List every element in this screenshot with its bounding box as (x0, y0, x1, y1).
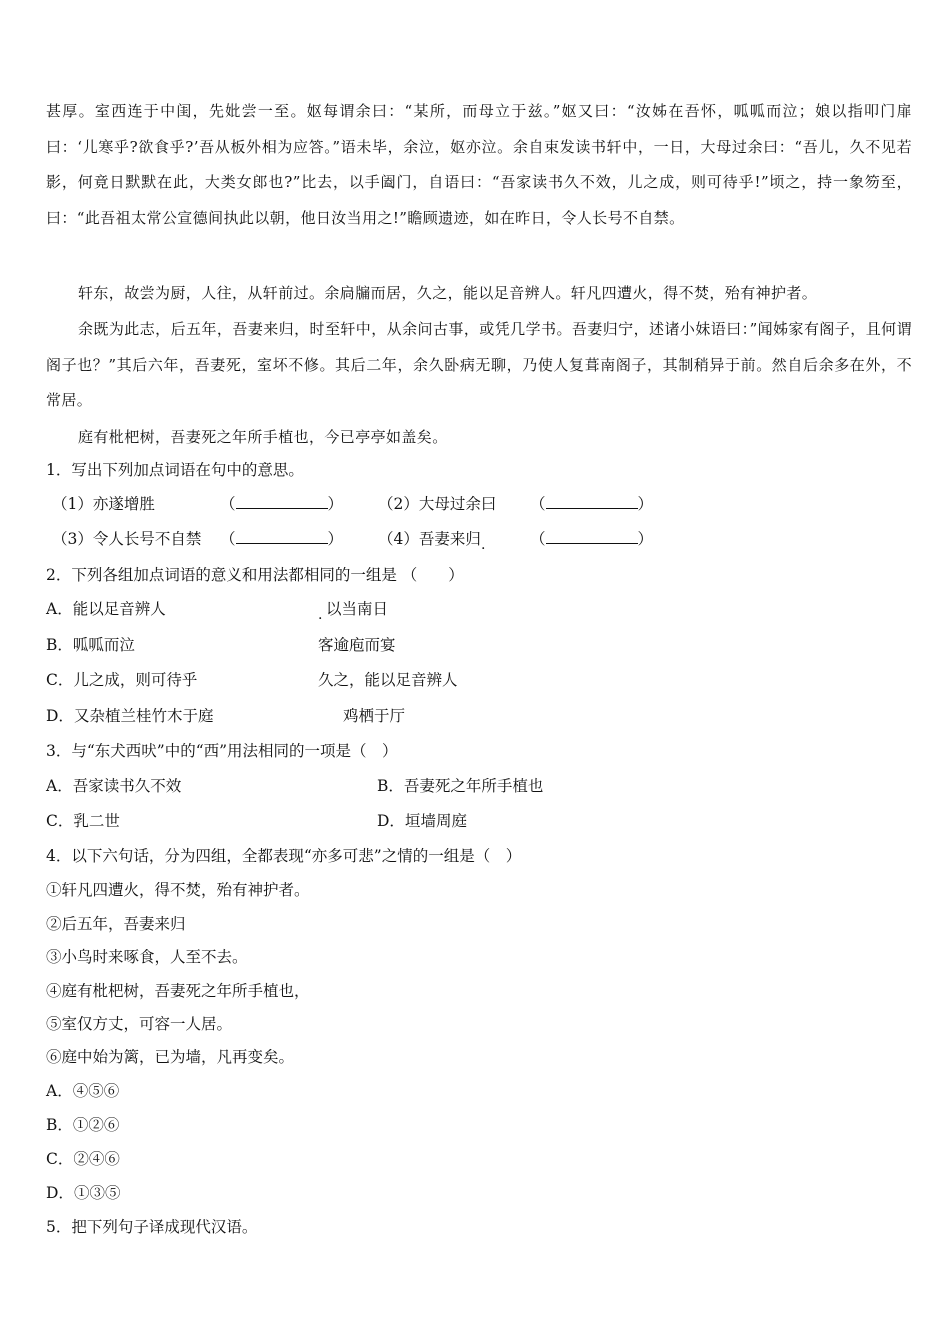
q2-option-d-right: 鸡栖于厅 (343, 707, 406, 725)
q1-item-2-answer (530, 494, 653, 514)
q1-item-3-text: 令人长号不自禁 (92, 530, 202, 548)
q1-item-1 (52, 494, 155, 514)
option-text: ②④⑥ (73, 1150, 120, 1168)
passage-paragraph-3: 余既为此志，后五年，吾妻来归，时至轩中，从余问古事，或凭几学书。吾妻归宁，述诸小妹语曰：”闻姊家有阁子，且何谓阁子也？”其后六年，吾妻死，室坏不修。其后二年，余久卧病无聊，乃使人复葺南阁子，其制稍异于前。然自后余多在外，不常居。 (46, 320, 912, 409)
q4-sentence-5: ⑤室仅方丈，可容一人居。 (46, 1015, 233, 1033)
option-left-text: 儿之成，则可待乎 (73, 671, 198, 689)
option-label: C． (46, 812, 74, 830)
option-label: B． (377, 777, 404, 795)
q2-stem: 2．下列各组加点词语的意义和用法都相同的一组是 （ ） (46, 566, 464, 584)
paren-open: （ (220, 530, 236, 548)
q4-option-c[interactable] (46, 1149, 120, 1169)
q4-sentence-2: ②后五年，吾妻来归 (46, 915, 186, 933)
option-label: C． (46, 1150, 74, 1168)
emphasis-dot: . (318, 607, 323, 623)
q4-option-a[interactable] (46, 1081, 119, 1101)
q2-option-a[interactable] (46, 599, 166, 619)
passage-paragraph-2: 轩东，故尝为厨，人往，从轩前过。余扃牖而居，久之，能以足音辨人。轩凡四遭火，得不焚，殆有神护者。 (78, 284, 818, 302)
q1-item-2-text: 大母过余曰 (418, 495, 497, 513)
q4-sentence-4: ④庭有枇杷树，吾妻死之年所手植也， (46, 982, 310, 1000)
q5-stem: 5．把下列句子译成现代汉语。 (46, 1218, 258, 1236)
q1-item-1-num: （1） (52, 495, 93, 513)
q1-item-2 (378, 494, 496, 514)
q2-option-d[interactable] (46, 706, 213, 726)
option-left-text: 呱呱而泣 (72, 636, 135, 654)
option-label: B． (46, 636, 73, 654)
option-left-text: 能以足音辨人 (72, 600, 166, 618)
q4-option-b[interactable] (46, 1115, 119, 1135)
q3-option-d[interactable] (377, 811, 467, 831)
q1-stem: 1．写出下列加点词语在句中的意思。 (46, 461, 304, 479)
option-text: 垣墙周庭 (404, 812, 467, 830)
answer-blank[interactable] (546, 496, 638, 509)
q4-sentence-6: ⑥庭中始为篱，已为墙，凡再变矣。 (46, 1048, 295, 1066)
q2-option-b[interactable] (46, 635, 135, 655)
q3-option-a[interactable] (46, 776, 181, 796)
answer-blank[interactable] (546, 531, 638, 544)
option-label: A． (46, 600, 73, 618)
option-label: D． (377, 812, 405, 830)
option-label: D． (46, 707, 74, 725)
paren-close: ） (327, 530, 344, 548)
option-label: A． (46, 777, 73, 795)
paren-close: ） (637, 495, 654, 513)
option-text: 吾家读书久不效 (72, 777, 182, 795)
option-label: B． (46, 1116, 73, 1134)
q1-item-4-text: 吾妻来归 (418, 530, 481, 548)
passage-paragraph-1: 甚厚。室西连于中闺，先妣尝一至。妪每谓余曰：“某所，而母立于兹。”妪又曰：“汝姊在吾怀，呱呱而泣；娘以指叩门扉曰：‘儿寒乎?欲食乎?’吾从板外相为应答。”语未毕，余泣，妪亦泣。余自束发读书轩中，一日，大母过余曰：“吾儿，久不见若影，何竟日默默在此，大类女郎也?”比去，以手阖门，自语曰：“吾家读书久不效，儿之成，则可待乎!”顷之，持一象笏至，曰：“此吾祖太常公宣德间执此以朝，他日汝当用之!”瞻顾遗迹，如在昨日，令人长号不自禁。 (46, 102, 912, 227)
paren-open: （ (220, 495, 236, 513)
q1-item-1-answer (220, 494, 343, 514)
paren-close: ） (637, 530, 654, 548)
option-label: A． (46, 1082, 73, 1100)
q1-item-2-num: （2） (378, 495, 419, 513)
q2-option-c[interactable] (46, 670, 197, 690)
q3-option-b[interactable] (377, 776, 543, 796)
q1-item-4 (378, 529, 481, 549)
q2-option-b-right: 客逾庖而宴 (318, 636, 396, 654)
option-text: 乳二世 (73, 812, 120, 830)
paren-close: ） (327, 495, 344, 513)
q1-item-3-num: （3） (52, 530, 93, 548)
emphasis-dot: . (481, 537, 486, 553)
q4-stem: 4．以下六句话，分为四组，全都表现“亦多可悲”之情的一组是（ ） (46, 847, 522, 865)
q1-item-4-answer (530, 529, 653, 549)
paren-open: （ (530, 530, 546, 548)
passage-paragraph-4: 庭有枇杷树，吾妻死之年所手植也，今已亭亭如盖矣。 (78, 428, 448, 446)
q1-item-4-num: （4） (378, 530, 419, 548)
q1-item-3-answer (220, 529, 343, 549)
q1-item-1-text: 亦遂增胜 (92, 495, 155, 513)
q2-option-a-right: 以当南日 (326, 600, 389, 618)
answer-blank[interactable] (236, 531, 328, 544)
option-left-text: 又杂植兰桂竹木于庭 (73, 707, 214, 725)
option-text: 吾妻死之年所手植也 (403, 777, 544, 795)
q3-option-c[interactable] (46, 811, 120, 831)
option-text: ④⑤⑥ (72, 1082, 120, 1100)
paren-open: （ (530, 495, 546, 513)
q4-sentence-3: ③小鸟时来啄食，人至不去。 (46, 948, 248, 966)
q1-item-3 (52, 529, 201, 549)
option-text: ①②⑥ (72, 1116, 120, 1134)
option-label: C． (46, 671, 74, 689)
q2-option-c-right: 久之，能以足音辨人 (318, 671, 458, 689)
q4-sentence-1: ①轩凡四遭火，得不焚，殆有神护者。 (46, 881, 310, 899)
answer-blank[interactable] (236, 496, 328, 509)
option-label: D． (46, 1184, 74, 1202)
option-text: ①③⑤ (73, 1184, 121, 1202)
q3-stem: 3．与“东犬西吠”中的“西”用法相同的一项是（ ） (46, 742, 398, 760)
q4-option-d[interactable] (46, 1183, 120, 1203)
